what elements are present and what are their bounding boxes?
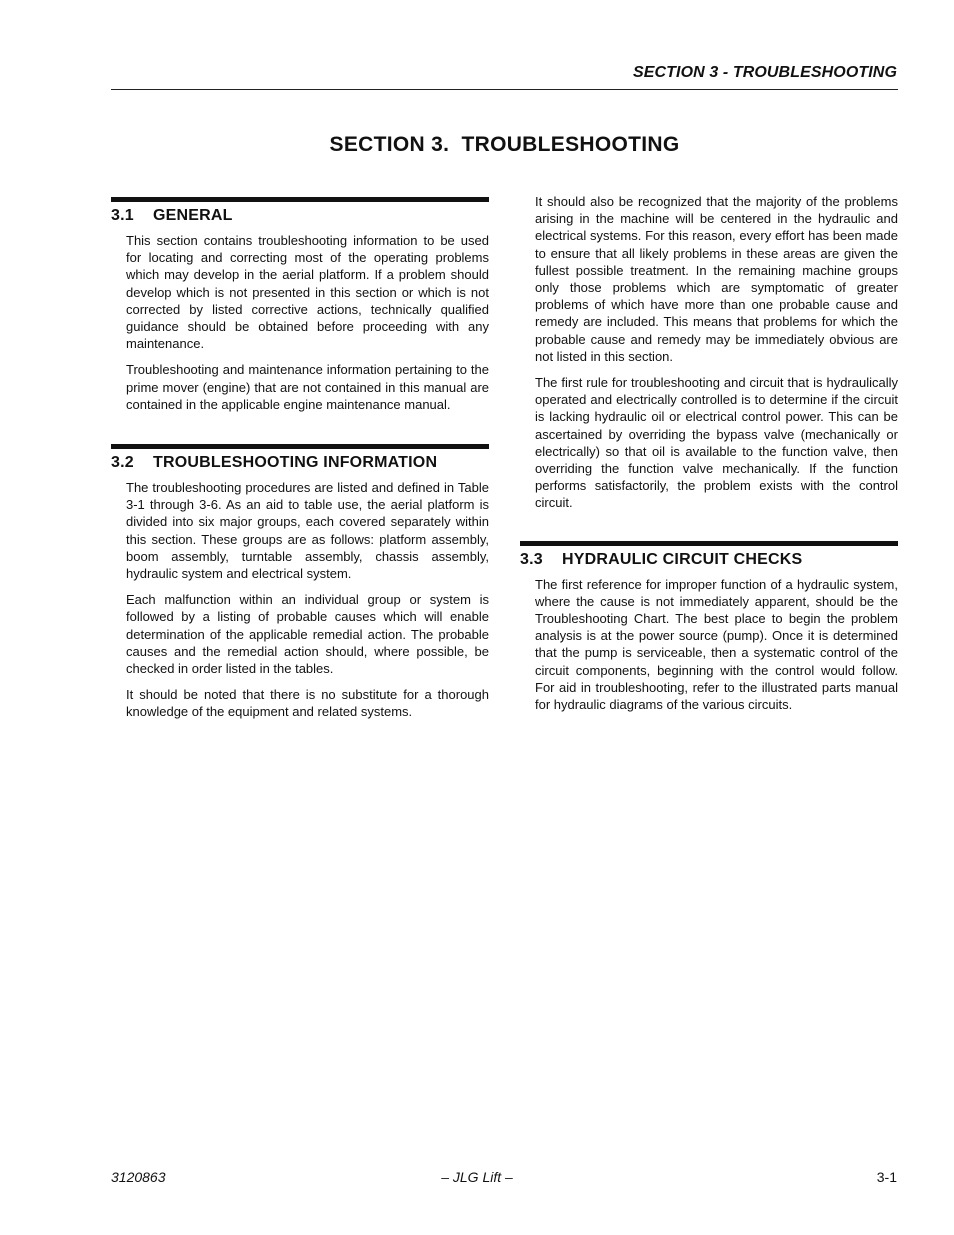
section-heading-text: GENERAL bbox=[153, 207, 233, 224]
footer-page-number: 3-1 bbox=[876, 1169, 897, 1185]
page-title: SECTION 3. TROUBLESHOOTING bbox=[329, 133, 680, 156]
paragraph: The troubleshooting procedures are listed and defined in Table 3-1 through 3-6. As an aid to table use, the aerial platform is divided into six major groups, each covered separately within this section. These groups are as follows: platform assembly, boom assembly, turntable assembly, chassis assembly, hydraulic system and electrical system. bbox=[126, 480, 489, 582]
header-rule bbox=[111, 89, 898, 90]
footer-doc-number: 3120863 bbox=[111, 1169, 166, 1185]
section-heading-troubleshooting-information bbox=[111, 444, 489, 472]
section-heading-text: TROUBLESHOOTING INFORMATION bbox=[153, 454, 438, 472]
right-column bbox=[520, 193, 898, 722]
section-heading-text: HYDRAULIC CIRCUIT CHECKS bbox=[562, 550, 803, 568]
paragraph: Each malfunction within an individual group or system is followed by a listing of probable causes which will enable determination of the applicable remedial action. The probable causes and the remedial action should, where possible, be checked in order listed in the tables. bbox=[126, 592, 489, 677]
left-column bbox=[111, 197, 489, 730]
running-head: SECTION 3 - TROUBLESHOOTING bbox=[632, 64, 897, 81]
paragraph: The first rule for troubleshooting and circuit that is hydraulically operated and electrically controlled is to determine if the circuit is lacking hydraulic oil or electrical control power. This can be ascertained by overriding the bypass valve (mechanically or electrically) so that oil is available to the function valve, then overriding the function valve mechanically. If the function performs satisfactorily, the problem exists with the control circuit. bbox=[535, 375, 898, 511]
section-heading-general bbox=[111, 197, 489, 225]
section-heading-hydraulic-circuit-checks bbox=[520, 541, 898, 569]
paragraph: Troubleshooting and maintenance information pertaining to the prime mover (engine) that are not contained in this manual are contained in the applicable engine maintenance manual. bbox=[126, 362, 489, 412]
section-number: 3.3 bbox=[520, 550, 543, 568]
section-number: 3.1 bbox=[111, 207, 134, 224]
paragraph: This section contains troubleshooting information to be used for locating and correcting most of the operating problems which may develop in the aerial platform. If a problem should develop which is not presented in this section or which is not corrected by listed corrective actions, technically qualified guidance should be obtained before proceeding with any maintenance. bbox=[126, 233, 489, 352]
section-number: 3.2 bbox=[111, 454, 134, 472]
paragraph: It should be noted that there is no substitute for a thorough knowledge of the equipment and related systems. bbox=[126, 687, 489, 720]
paragraph: It should also be recognized that the majority of the problems arising in the machine will be centered in the hydraulic and electrical systems. For this reason, every effort has been made to ensure that all likely problems in these areas are given the fullest possible treatment. In the remaining machine groups only those problems which are symptomatic of greater problems of which have more than one probable cause and remedy are included. This means that problems for which the probable cause and remedy may be immediately obvious are not listed in this section. bbox=[535, 194, 898, 364]
footer-brand: – JLG Lift – bbox=[441, 1169, 513, 1185]
paragraph: The first reference for improper function of a hydraulic system, where the cause is not immediately apparent, should be the Troubleshooting Chart. The best place to begin the problem analysis is at the power source (pump). Once it is determined that the pump is serviceable, then a systematic control of the circuit components, beginning with the control would follow. For aid in troubleshooting, refer to the illustrated parts manual for hydraulic diagrams of the various circuits. bbox=[535, 576, 898, 713]
